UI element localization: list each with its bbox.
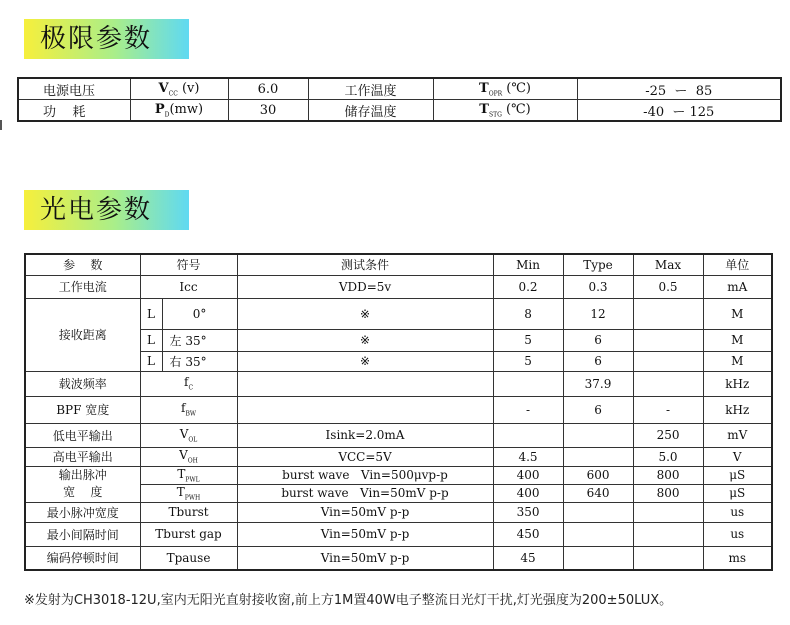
unit: M: [703, 351, 772, 371]
header-param: 参 数: [25, 254, 140, 275]
header-unit: 单位: [703, 254, 772, 275]
section-title-limits: 极限参数: [24, 19, 189, 59]
max: [633, 502, 703, 522]
param-name: 编码停顿时间: [25, 546, 140, 570]
symbol: $V_{OL}$: [140, 423, 237, 447]
unit: M: [703, 329, 772, 351]
symbol: $T_{OPR}$ (℃): [433, 78, 577, 100]
param-name: 输出脉冲 宽 度: [25, 466, 140, 502]
value: 6.0: [228, 78, 308, 100]
symbol: Tburst: [140, 502, 237, 522]
condition: VDD=5v: [237, 275, 493, 298]
symbol: Tpause: [140, 546, 237, 570]
typ: 0.3: [563, 275, 633, 298]
param-name: BPF 宽度: [25, 396, 140, 423]
symbol: $T_{PWL}$: [140, 466, 237, 484]
min: [493, 371, 563, 396]
param-name: 功 耗: [18, 100, 130, 122]
max: 0.5: [633, 275, 703, 298]
condition: Vin=50mV p-p: [237, 546, 493, 570]
typ: 600: [563, 466, 633, 484]
condition: burst wave Vin=50mV p-p: [237, 484, 493, 502]
range: -25 ー 85: [577, 78, 781, 100]
condition: ※: [237, 329, 493, 351]
table-row: [25, 502, 772, 522]
param-name: 载波频率: [25, 371, 140, 396]
condition: ※: [237, 351, 493, 371]
param-name: 高电平输出: [25, 447, 140, 466]
angle: 右 35°: [162, 351, 237, 371]
max: 5.0: [633, 447, 703, 466]
edge-mark: [0, 120, 5, 130]
min: 5: [493, 351, 563, 371]
typ: 37.9: [563, 371, 633, 396]
table-row: [18, 78, 781, 100]
unit: mV: [703, 423, 772, 447]
l-marker: L: [140, 351, 162, 371]
unit: kHz: [703, 396, 772, 423]
max: [633, 351, 703, 371]
min: 450: [493, 522, 563, 546]
condition: ※: [237, 298, 493, 329]
min: 400: [493, 466, 563, 484]
table-row: [25, 466, 772, 484]
typ: [563, 447, 633, 466]
symbol: $f_{BW}$: [140, 396, 237, 423]
footnote: ※发射为CH3018-12U,室内无阳光直射接收窗,前上方1M置40W电子整流日光灯干扰,灯光强度为200±50LUX。: [24, 593, 673, 608]
header-condition: 测试条件: [237, 254, 493, 275]
typ: 6: [563, 329, 633, 351]
condition: burst wave Vin=500μvp-p: [237, 466, 493, 484]
min: -: [493, 396, 563, 423]
unit: us: [703, 522, 772, 546]
typ: [563, 522, 633, 546]
l-marker: L: [140, 298, 162, 329]
section-title-opto: 光电参数: [24, 190, 189, 230]
condition: Isink=2.0mA: [237, 423, 493, 447]
opto-table: [24, 253, 773, 571]
max: [633, 522, 703, 546]
max: [633, 298, 703, 329]
table-row: [18, 100, 781, 122]
unit: us: [703, 502, 772, 522]
typ: [563, 502, 633, 522]
table-row: [25, 396, 772, 423]
condition: [237, 371, 493, 396]
min: 0.2: [493, 275, 563, 298]
unit: mA: [703, 275, 772, 298]
param-name: 工作电流: [25, 275, 140, 298]
param-name: 最小间隔时间: [25, 522, 140, 546]
table-row: [25, 298, 772, 329]
condition: VCC=5V: [237, 447, 493, 466]
unit: V: [703, 447, 772, 466]
min: 45: [493, 546, 563, 570]
table-row: [25, 371, 772, 396]
table-row: [25, 447, 772, 466]
table-row: [25, 423, 772, 447]
param-name: 电源电压: [18, 78, 130, 100]
typ: 6: [563, 351, 633, 371]
condition: [237, 396, 493, 423]
param-name: 低电平输出: [25, 423, 140, 447]
symbol: $f_C$: [140, 371, 237, 396]
unit: μS: [703, 466, 772, 484]
header-typ: Type: [563, 254, 633, 275]
condition: Vin=50mV p-p: [237, 522, 493, 546]
min: [493, 423, 563, 447]
min: 4.5: [493, 447, 563, 466]
header-symbol: 符号: [140, 254, 237, 275]
table-row: [25, 546, 772, 570]
param-name: 最小脉冲宽度: [25, 502, 140, 522]
typ: [563, 423, 633, 447]
symbol: $T_{STG}$ (℃): [433, 100, 577, 122]
unit: ms: [703, 546, 772, 570]
param-name: 储存温度: [308, 100, 433, 122]
angle: 0°: [162, 298, 237, 329]
max: [633, 546, 703, 570]
symbol: $T_{PWH}$: [140, 484, 237, 502]
max: 800: [633, 484, 703, 502]
typ: 12: [563, 298, 633, 329]
param-name: 接收距离: [25, 298, 140, 371]
max: 800: [633, 466, 703, 484]
typ: 640: [563, 484, 633, 502]
max: [633, 329, 703, 351]
table-row: [25, 522, 772, 546]
table-row: [25, 275, 772, 298]
header-max: Max: [633, 254, 703, 275]
min: 5: [493, 329, 563, 351]
symbol: $V_{CC}$ (v): [130, 78, 228, 100]
min: 400: [493, 484, 563, 502]
header-min: Min: [493, 254, 563, 275]
max: -: [633, 396, 703, 423]
unit: μS: [703, 484, 772, 502]
unit: M: [703, 298, 772, 329]
range: -40 ー 125: [577, 100, 781, 122]
symbol: $P_D(mw)$: [130, 100, 228, 122]
max: 250: [633, 423, 703, 447]
header-row: [25, 254, 772, 275]
value: 30: [228, 100, 308, 122]
condition: Vin=50mV p-p: [237, 502, 493, 522]
min: 8: [493, 298, 563, 329]
param-name: 工作温度: [308, 78, 433, 100]
max: [633, 371, 703, 396]
l-marker: L: [140, 329, 162, 351]
typ: [563, 546, 633, 570]
symbol: Tburst gap: [140, 522, 237, 546]
symbol: $V_{OH}$: [140, 447, 237, 466]
symbol: Icc: [140, 275, 237, 298]
limits-table: [17, 77, 782, 122]
angle: 左 35°: [162, 329, 237, 351]
typ: 6: [563, 396, 633, 423]
unit: kHz: [703, 371, 772, 396]
min: 350: [493, 502, 563, 522]
